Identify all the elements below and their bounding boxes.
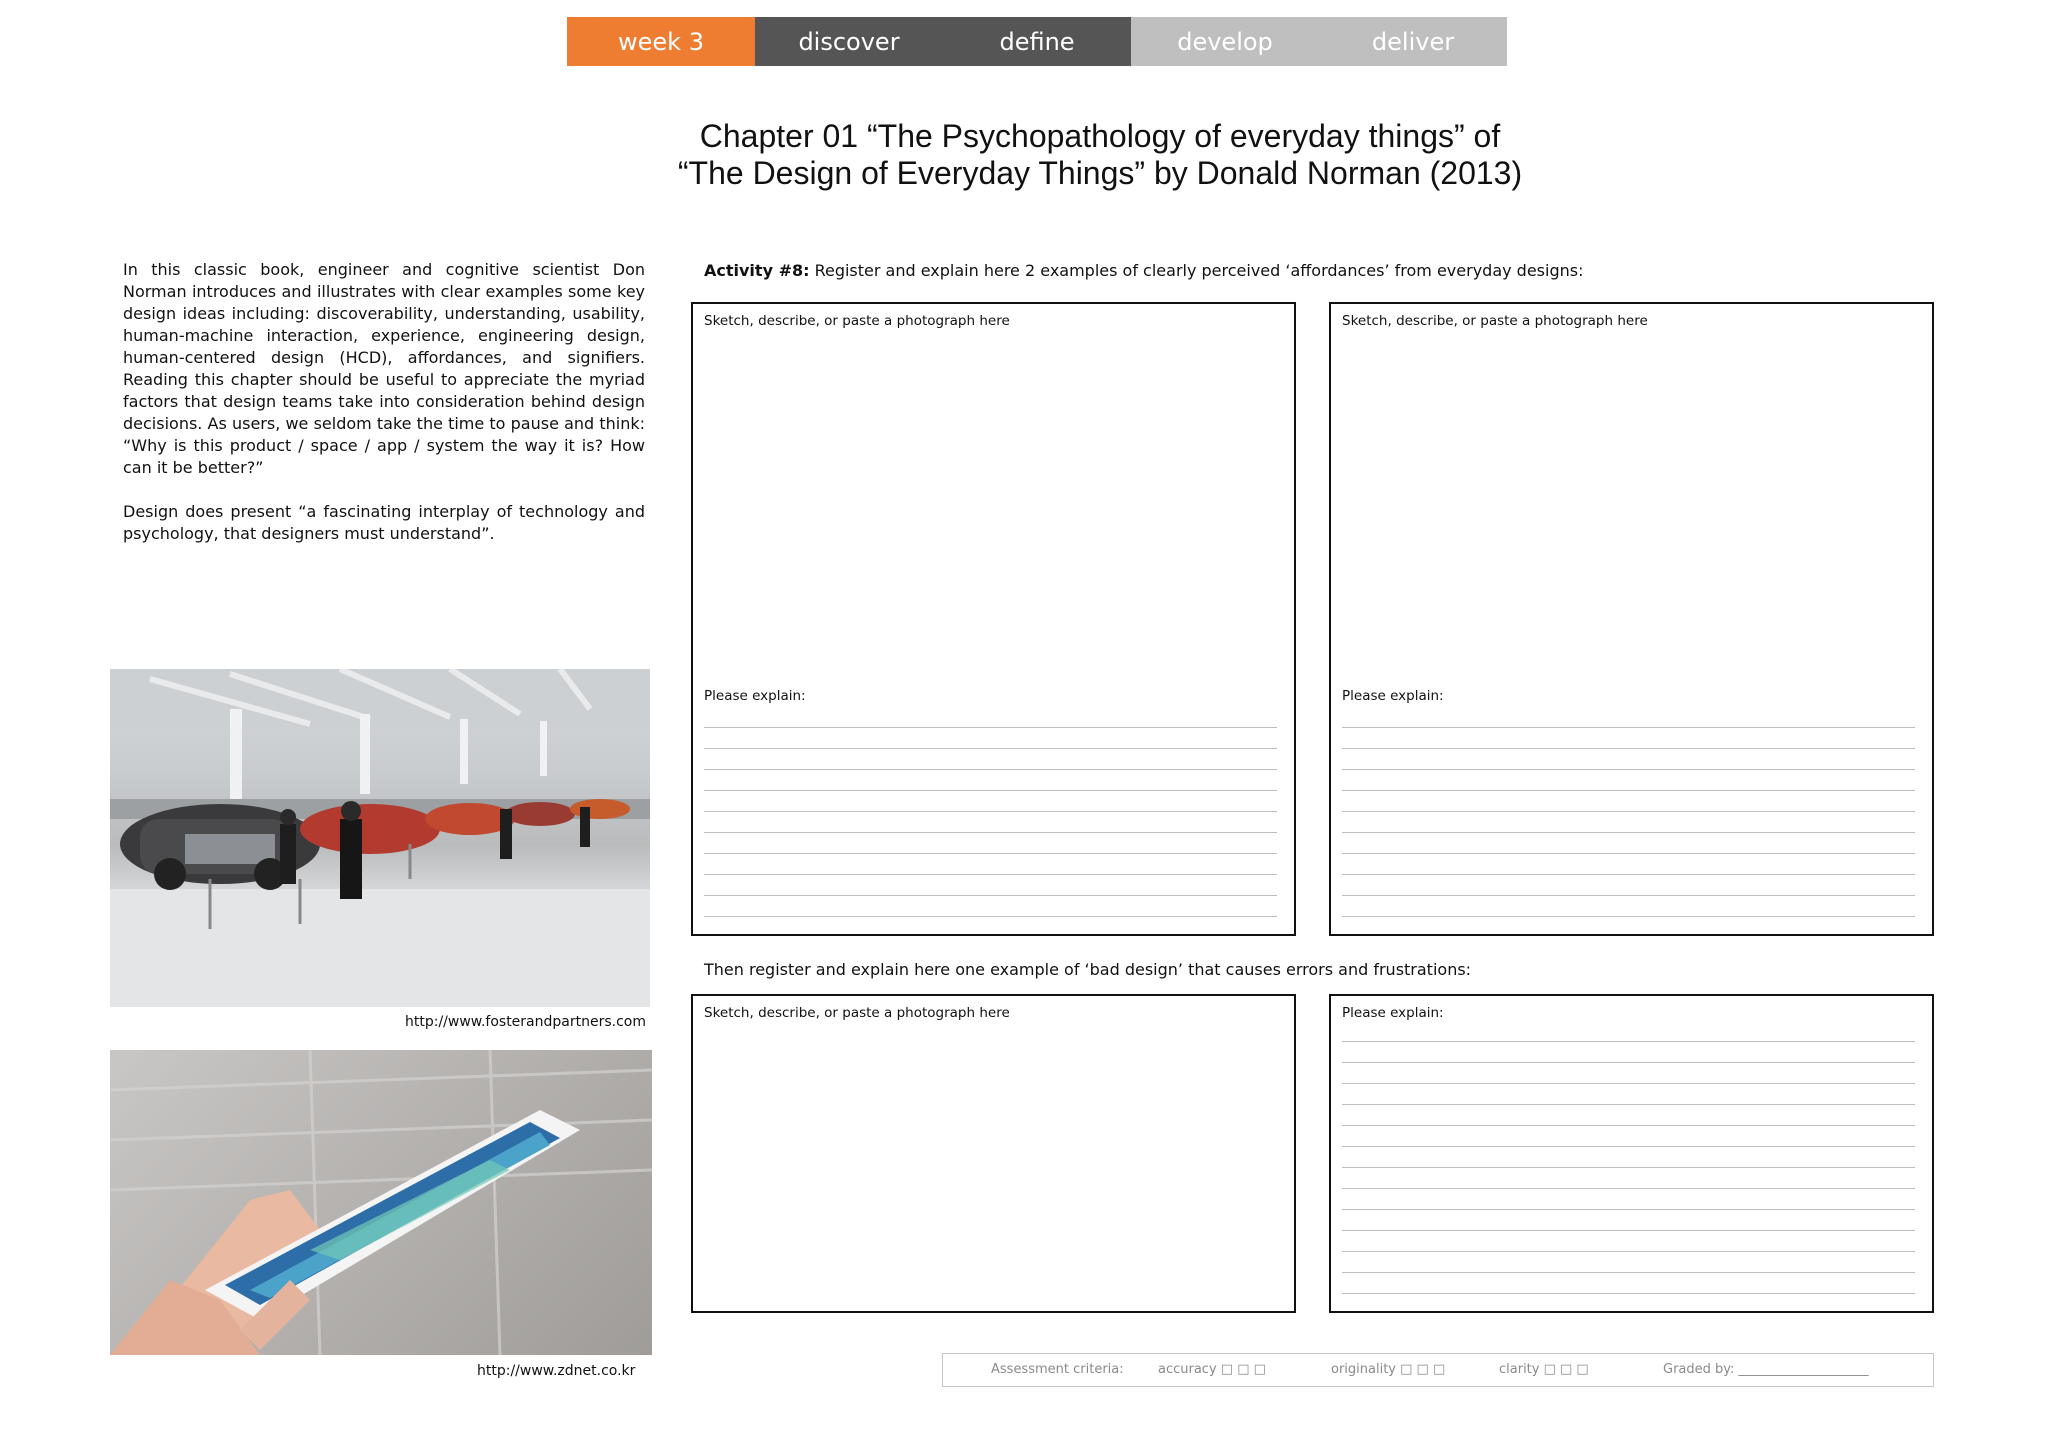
stage-nav-bar	[567, 17, 1507, 66]
intro-paragraph-2: Design does present “a fascinating interplay of technology and psychology, that designers must understand”.	[123, 502, 645, 543]
activity-number: Activity #8:	[704, 261, 810, 280]
sketch-prompt: Sketch, describe, or paste a photograph here	[704, 1005, 1010, 1021]
photo2-caption: http://www.zdnet.co.kr	[477, 1363, 636, 1379]
smartphone-photo	[110, 1050, 652, 1355]
explain-prompt: Please explain:	[1342, 1005, 1444, 1021]
page-title-line-2: “The Design of Everyday Things” by Donald Norman (2013)	[677, 155, 1523, 191]
explain-lines[interactable]	[1342, 707, 1915, 917]
affordance-example-2-box[interactable]	[1329, 302, 1934, 936]
photo1-caption: http://www.fosterandpartners.com	[405, 1014, 646, 1030]
intro-text	[123, 259, 645, 567]
bad-design-explain-box[interactable]	[1329, 994, 1934, 1313]
sketch-prompt: Sketch, describe, or paste a photograph here	[1342, 313, 1648, 329]
page-title	[560, 118, 1640, 192]
bad-design-sketch-box[interactable]	[691, 994, 1296, 1313]
originality-checkboxes[interactable]: originality □ □ □	[1331, 1362, 1446, 1377]
bad-design-instruction: Then register and explain here one example of ‘bad design’ that causes errors and frustrations:	[704, 960, 1472, 979]
assessment-label: Assessment criteria:	[991, 1362, 1124, 1377]
affordance-example-1-box[interactable]	[691, 302, 1296, 936]
explain-lines[interactable]	[704, 707, 1277, 917]
explain-prompt: Please explain:	[1342, 688, 1444, 704]
activity-text: Register and explain here 2 examples of clearly perceived ‘affordances’ from everyday designs:	[809, 261, 1584, 280]
graded-by-field[interactable]: Graded by: ____________________	[1663, 1362, 1869, 1377]
factory-photo	[110, 669, 650, 1007]
intro-paragraph-1: In this classic book, engineer and cognitive scientist Don Norman introduces and illustrates with clear examples some key design ideas including: discoverability, understanding, usability, human-machine interaction, experience, engineering design, human-centered design (HCD), affordances, and signifiers. Reading this chapter should be useful to appreciate the myriad factors that design teams take into consideration behind design decisions. As users, we seldom take the time to pause and think: “Why is this product / space / app / system the way it is? How can it be better?”	[123, 260, 645, 477]
tab-deliver: deliver	[1319, 17, 1507, 66]
tab-week: week 3	[567, 17, 755, 66]
tab-define: define	[943, 17, 1131, 66]
accuracy-checkboxes[interactable]: accuracy □ □ □	[1158, 1362, 1266, 1377]
activity-instruction	[704, 261, 1583, 280]
clarity-checkboxes[interactable]: clarity □ □ □	[1499, 1362, 1589, 1377]
page-title-line-1: Chapter 01 “The Psychopathology of everyday things” of	[699, 118, 1501, 154]
sketch-prompt: Sketch, describe, or paste a photograph here	[704, 313, 1010, 329]
assessment-criteria-bar	[942, 1353, 1934, 1387]
tab-develop: develop	[1131, 17, 1319, 66]
explain-lines[interactable]	[1342, 1021, 1915, 1294]
explain-prompt: Please explain:	[704, 688, 806, 704]
tab-discover: discover	[755, 17, 943, 66]
